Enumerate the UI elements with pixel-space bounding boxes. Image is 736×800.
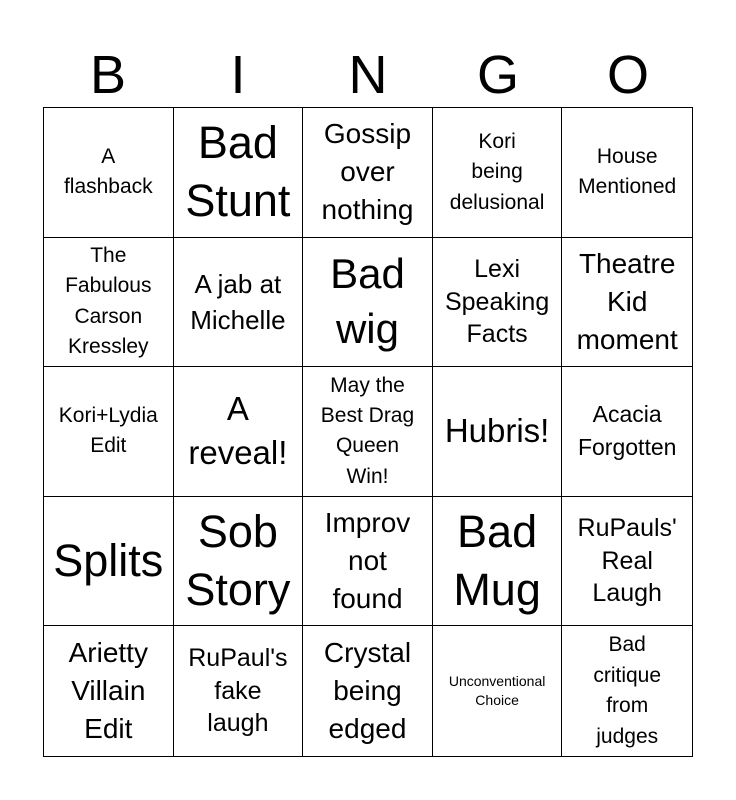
bingo-cell[interactable] [44,626,174,756]
bingo-cell[interactable] [562,238,692,368]
bingo-cell[interactable] [562,497,692,627]
cell-text: Gossip over nothing [321,118,414,226]
bingo-cell[interactable] [433,367,563,497]
bingo-cell[interactable] [433,108,563,238]
cell-text: A reveal! [188,389,288,472]
bingo-cell[interactable] [303,367,433,497]
bingo-cell[interactable] [44,497,174,627]
bingo-cell[interactable] [303,626,433,756]
cell-text: Kori+Lydia Edit [58,404,158,458]
bingo-cell[interactable] [174,108,304,238]
bingo-cell[interactable] [303,238,433,368]
cell-text: Bad Stunt [185,116,291,227]
cell-text: A jab at Michelle [190,268,286,335]
bingo-cell[interactable] [303,497,433,627]
bingo-board [43,107,693,757]
cell-text: Improv not found [324,506,411,615]
cell-text: RuPaul's fake laugh [188,644,288,738]
bingo-cell[interactable] [433,238,563,368]
cell-text: Hubris! [444,412,550,450]
cell-text: Crystal being edged [323,637,412,745]
bingo-cell[interactable] [44,238,174,368]
bingo-cell[interactable] [562,367,692,497]
cell-text: Kori being delusional [449,129,545,214]
bingo-cell[interactable] [562,108,692,238]
cell-text: Theatre Kid moment [576,247,678,355]
cell-text: Sob Story [185,505,291,616]
bingo-cell[interactable] [44,108,174,238]
header-letter-g: G [476,45,519,105]
cell-text: House Mentioned [578,144,677,199]
bingo-header [43,42,693,108]
bingo-cell[interactable] [303,108,433,238]
bingo-cell[interactable] [562,626,692,756]
header-letter-b: B [89,45,127,105]
bingo-cell[interactable] [174,367,304,497]
header-letter-i: I [230,45,246,105]
bingo-cell[interactable] [174,497,304,627]
bingo-cell[interactable] [44,367,174,497]
cell-text: Splits [53,534,164,586]
cell-text: Arietty Villain Edit [68,637,148,745]
bingo-cell[interactable] [174,238,304,368]
cell-text: RuPauls' Real Laugh [577,514,677,608]
bingo-cell[interactable] [174,626,304,756]
bingo-cell[interactable] [433,497,563,627]
cell-text: Bad Mug [453,505,541,616]
cell-text: May the Best Drag Queen Win! [320,373,415,488]
cell-text: Bad critique from judges [593,633,662,748]
cell-text: Acacia Forgotten [577,401,677,461]
cell-text: Lexi Speaking Facts [444,255,550,349]
cell-text: The Fabulous Carson Kressley [65,244,152,359]
bingo-cell[interactable] [433,626,563,756]
cell-text: Unconventional Choice [448,672,546,709]
cell-text: Bad wig [330,250,405,352]
cell-text: A flashback [63,144,153,199]
header-letter-n: N [348,45,388,105]
header-letter-o: O [606,45,649,105]
